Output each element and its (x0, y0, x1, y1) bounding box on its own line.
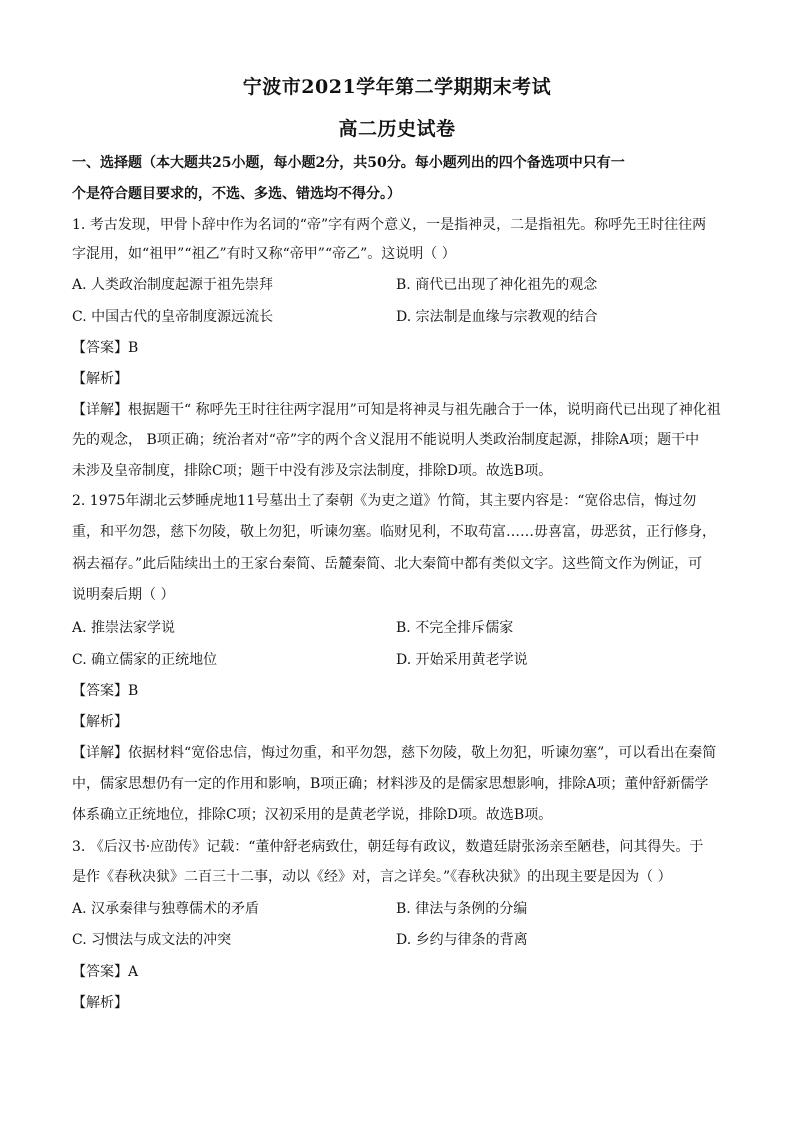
q3-stem-line-2: 是作《春秋决狱》二百三十二事，动以《经》对，言之详矣。”《春秋决狱》的出现主要是因为（ ） (72, 869, 672, 885)
q1-stem-line-1: 1. 考古发现，甲骨卜辞中作为名词的“帝”字有两个意义，一是指神灵，二是指祖先。称呼先王时往往两 (72, 217, 707, 233)
q1-detail-line-3: 未涉及皇帝制度，排除C项；题干中没有涉及宗法制度，排除D项。故选B项。 (72, 463, 553, 479)
q2-option-b: B. 不完全排斥儒家 (396, 620, 514, 636)
q2-option-a: A. 推崇法家学说 (72, 620, 176, 636)
q1-answer: 【答案】B (72, 340, 139, 356)
q2-detail-line-3: 体系确立正统地位，排除C项；汉初采用的是黄老学说，排除D项。故选B项。 (72, 807, 553, 823)
q3-analysis-label: 【解析】 (72, 995, 128, 1011)
q2-stem-line-2: 重，和平勿怨，慈下勿陵，敬上勿犯，听谏勿塞。临财见利，不取苟富……毋喜富，毋恶贫，正行修身， (72, 524, 716, 540)
q1-detail-line-2: 先的观念， B项正确；统治者对“帝”字的两个含义混用不能说明人类政治制度起源，排除A项；题干中 (72, 432, 700, 448)
q1-analysis-label: 【解析】 (72, 371, 128, 387)
q1-option-a: A. 人类政治制度起源于祖先崇拜 (72, 277, 274, 293)
page-subtitle: 高二历史试卷 (338, 118, 456, 140)
q2-stem-line-3: 祸去福存。”此后陆续出土的王家台秦简、岳麓秦简、北大秦简中都有类似文字。这些简文作为例证，可 (72, 556, 703, 572)
q3-option-c: C. 习惯法与成文法的冲突 (72, 932, 232, 948)
q1-option-b: B. 商代已出现了神化祖先的观念 (396, 277, 598, 293)
q2-detail-line-2: 中，儒家思想仍有一定的作用和影响，B项正确；材料涉及的是儒家思想影响，排除A项；董仲舒新儒学 (72, 776, 709, 792)
q2-option-d: D. 开始采用黄老学说 (396, 652, 528, 668)
q3-stem-line-1: 3. 《后汉书·应劭传》记载：“董仲舒老病致仕，朝廷每有政议，数遣廷尉张汤亲至陋巷，问其得失。于 (72, 839, 704, 855)
q2-stem-line-4: 说明秦后期（ ） (72, 587, 175, 603)
q2-option-c: C. 确立儒家的正统地位 (72, 652, 218, 668)
page-title: 宁波市2021学年第二学期期末考试 (242, 76, 552, 98)
section-heading-line-2: 个是符合题目要求的，不选、多选、错选均不得分。） (72, 186, 401, 202)
q3-answer: 【答案】A (72, 964, 139, 980)
section-heading-line-1: 一、选择题（本大题共25小题，每小题2分，共50分。每小题列出的四个备选项中只有一 (72, 155, 625, 171)
q1-option-c: C. 中国古代的皇帝制度源远流长 (72, 309, 274, 325)
q1-detail-line-1: 【详解】根据题干“ 称呼先王时往往两字混用”可知是将神灵与祖先融合于一体，说明商代已出现了神化祖 (72, 402, 721, 418)
q2-stem-line-1: 2. 1975年湖北云梦睡虎地11号墓出土了秦朝《为吏之道》竹简，其主要内容是：“宽俗忠信，悔过勿 (72, 493, 697, 509)
q1-option-d: D. 宗法制是血缘与宗教观的结合 (396, 309, 598, 325)
q2-answer: 【答案】B (72, 683, 139, 699)
q3-option-d: D. 乡约与律条的背离 (396, 932, 528, 948)
q3-option-a: A. 汉承秦律与独尊儒术的矛盾 (72, 901, 260, 917)
q2-detail-line-1: 【详解】依据材料“宽俗忠信，悔过勿重，和平勿怨，慈下勿陵，敬上勿犯，听谏勿塞”，可以看出在秦简 (72, 745, 717, 761)
q1-stem-line-2: 字混用，如“祖甲”“祖乙”有时又称“帝甲”“帝乙”。这说明（ ） (72, 246, 456, 262)
q3-option-b: B. 律法与条例的分编 (396, 901, 528, 917)
q2-analysis-label: 【解析】 (72, 714, 128, 730)
